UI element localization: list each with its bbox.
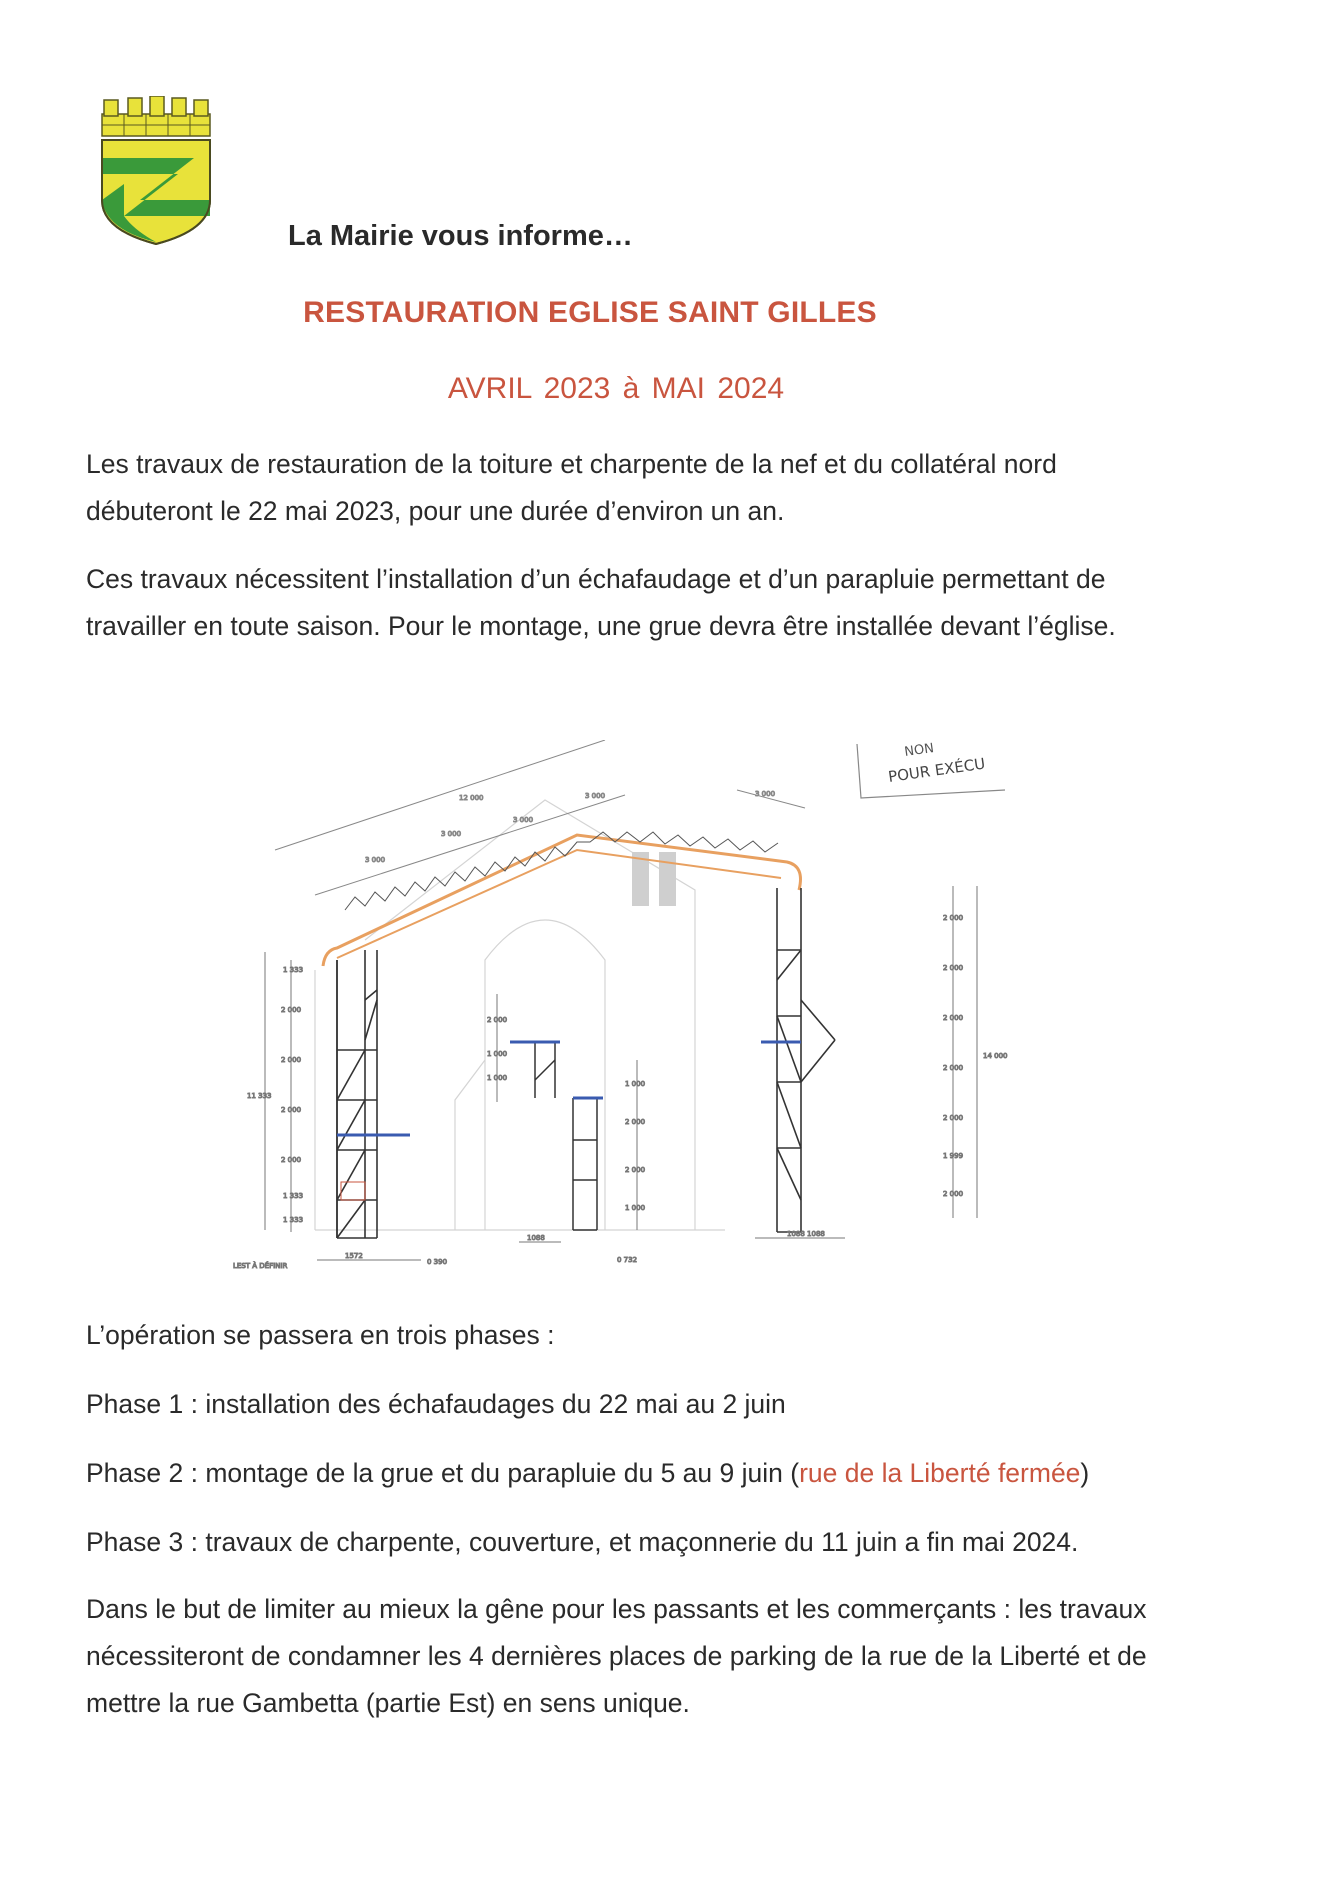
- execution-stamp: [857, 741, 1005, 798]
- right-dim-6: 1 999: [943, 1152, 964, 1160]
- intro-paragraph-2-line-2: travailler en toute saison. Pour le montage, une grue devra être installée devant l’église.: [86, 611, 1116, 641]
- right-dim-3: 2 000: [943, 1014, 964, 1022]
- phase-2-prefix: Phase 2 : montage de la grue et du parapluie du 5 au 9 juin (: [86, 1458, 800, 1488]
- center-dimension-column: [487, 994, 645, 1230]
- left-dim-2: 2 000: [281, 1006, 302, 1014]
- closing-line-2: nécessiteront de condamner les 4 dernières places de parking de la rue de la Liberté et de: [86, 1641, 1147, 1671]
- top-dim-3: 3 000: [513, 816, 534, 824]
- stamp-line-1: NON: [903, 740, 935, 760]
- bottom-center-dim-2: 0 732: [617, 1256, 638, 1264]
- intro-paragraph-2: [86, 556, 1266, 650]
- center-dim-3: 1 000: [487, 1074, 508, 1082]
- bottom-right-dim: 1088 1088: [787, 1230, 825, 1238]
- intro-paragraph-1-line-1: Les travaux de restauration de la toiture et charpente de la nef et du collatéral nord: [86, 449, 1057, 479]
- left-dim-5: 2 000: [281, 1156, 302, 1164]
- chimney-right: [659, 852, 676, 906]
- left-dim-1: 1 333: [283, 966, 304, 974]
- phase-2-suffix: ): [1080, 1458, 1090, 1488]
- right-dim-1: 2 000: [943, 914, 964, 922]
- top-dim-right: 3 000: [755, 790, 776, 798]
- page-subtitle: AVRIL 2023 à MAI 2024: [447, 372, 785, 405]
- right-scaffold-tower: [761, 888, 835, 1232]
- center-dim-1: 2 000: [487, 1016, 508, 1024]
- left-dim-6: 1 333: [283, 1192, 304, 1200]
- center-dim-2: 1 000: [487, 1050, 508, 1058]
- closing-paragraph: [86, 1586, 1266, 1727]
- center-right-dim-3: 2 000: [625, 1166, 646, 1174]
- right-dim-7: 2 000: [943, 1190, 964, 1198]
- phase-1: Phase 1 : installation des échafaudages du 22 mai au 2 juin: [86, 1389, 786, 1419]
- center-right-dim-2: 2 000: [625, 1118, 646, 1126]
- closing-line-3: mettre la rue Gambetta (partie Est) en sens unique.: [86, 1688, 690, 1718]
- page-title: RESTAURATION EGLISE SAINT GILLES: [303, 296, 877, 329]
- top-dimension-line: [275, 740, 805, 895]
- bottom-left-label: LEST À DÉFINIR: [233, 1262, 288, 1270]
- mural-crown: [102, 96, 210, 136]
- right-dim-total: 14 000: [983, 1052, 1008, 1060]
- left-dim-7: 1 333: [283, 1216, 304, 1224]
- intro-paragraph-1-line-2: débuteront le 22 mai 2023, pour une durée d’environ un an.: [86, 496, 785, 526]
- left-dimension-column: [247, 952, 303, 1232]
- top-dim-total: 12 000: [459, 794, 484, 802]
- intro-paragraph-1: [86, 441, 1266, 535]
- left-dim-3: 2 000: [281, 1056, 302, 1064]
- right-dim-2: 2 000: [943, 964, 964, 972]
- coat-of-arms-logo: [94, 96, 218, 246]
- bottom-center-dim: 1088: [527, 1234, 545, 1242]
- center-scaffold: [510, 1042, 603, 1230]
- bottom-dimensions: [233, 1230, 845, 1270]
- right-dim-4: 2 000: [943, 1064, 964, 1072]
- stamp-line-2: POUR EXÉCU: [887, 754, 987, 786]
- center-right-dim-4: 1 000: [625, 1204, 646, 1212]
- intro-paragraph-2-line-1: Ces travaux nécessitent l’installation d’un échafaudage et d’un parapluie permettant de: [86, 564, 1106, 594]
- closing-line-1: Dans le but de limiter au mieux la gêne pour les passants et les commerçants : les travaux: [86, 1594, 1147, 1624]
- scaffolding-drawing: [225, 740, 1025, 1280]
- left-dim-4: 2 000: [281, 1106, 302, 1114]
- umbrella-truss: [323, 832, 801, 966]
- phases-intro: L’opération se passera en trois phases :: [86, 1320, 555, 1350]
- top-dim-4: 3 000: [585, 792, 606, 800]
- shield: [102, 140, 210, 244]
- header-line: La Mairie vous informe…: [288, 220, 633, 252]
- phase-3: Phase 3 : travaux de charpente, couverture, et maçonnerie du 11 juin a fin mai 2024.: [86, 1527, 1079, 1557]
- right-dim-5: 2 000: [943, 1114, 964, 1122]
- left-scaffold-tower: [337, 950, 410, 1238]
- right-dimension-column: [943, 886, 1008, 1218]
- phase-2-road-closure: rue de la Liberté fermée: [799, 1458, 1081, 1488]
- bottom-left-dim: 1572: [345, 1252, 363, 1260]
- top-dim-2: 3 000: [441, 830, 462, 838]
- bottom-left-dim-2: 0 390: [427, 1258, 448, 1266]
- left-dim-total: 11 333: [247, 1092, 272, 1100]
- top-dim-1: 3 000: [365, 856, 386, 864]
- phase-2: [86, 1450, 1266, 1497]
- center-right-dim-1: 1 000: [625, 1080, 646, 1088]
